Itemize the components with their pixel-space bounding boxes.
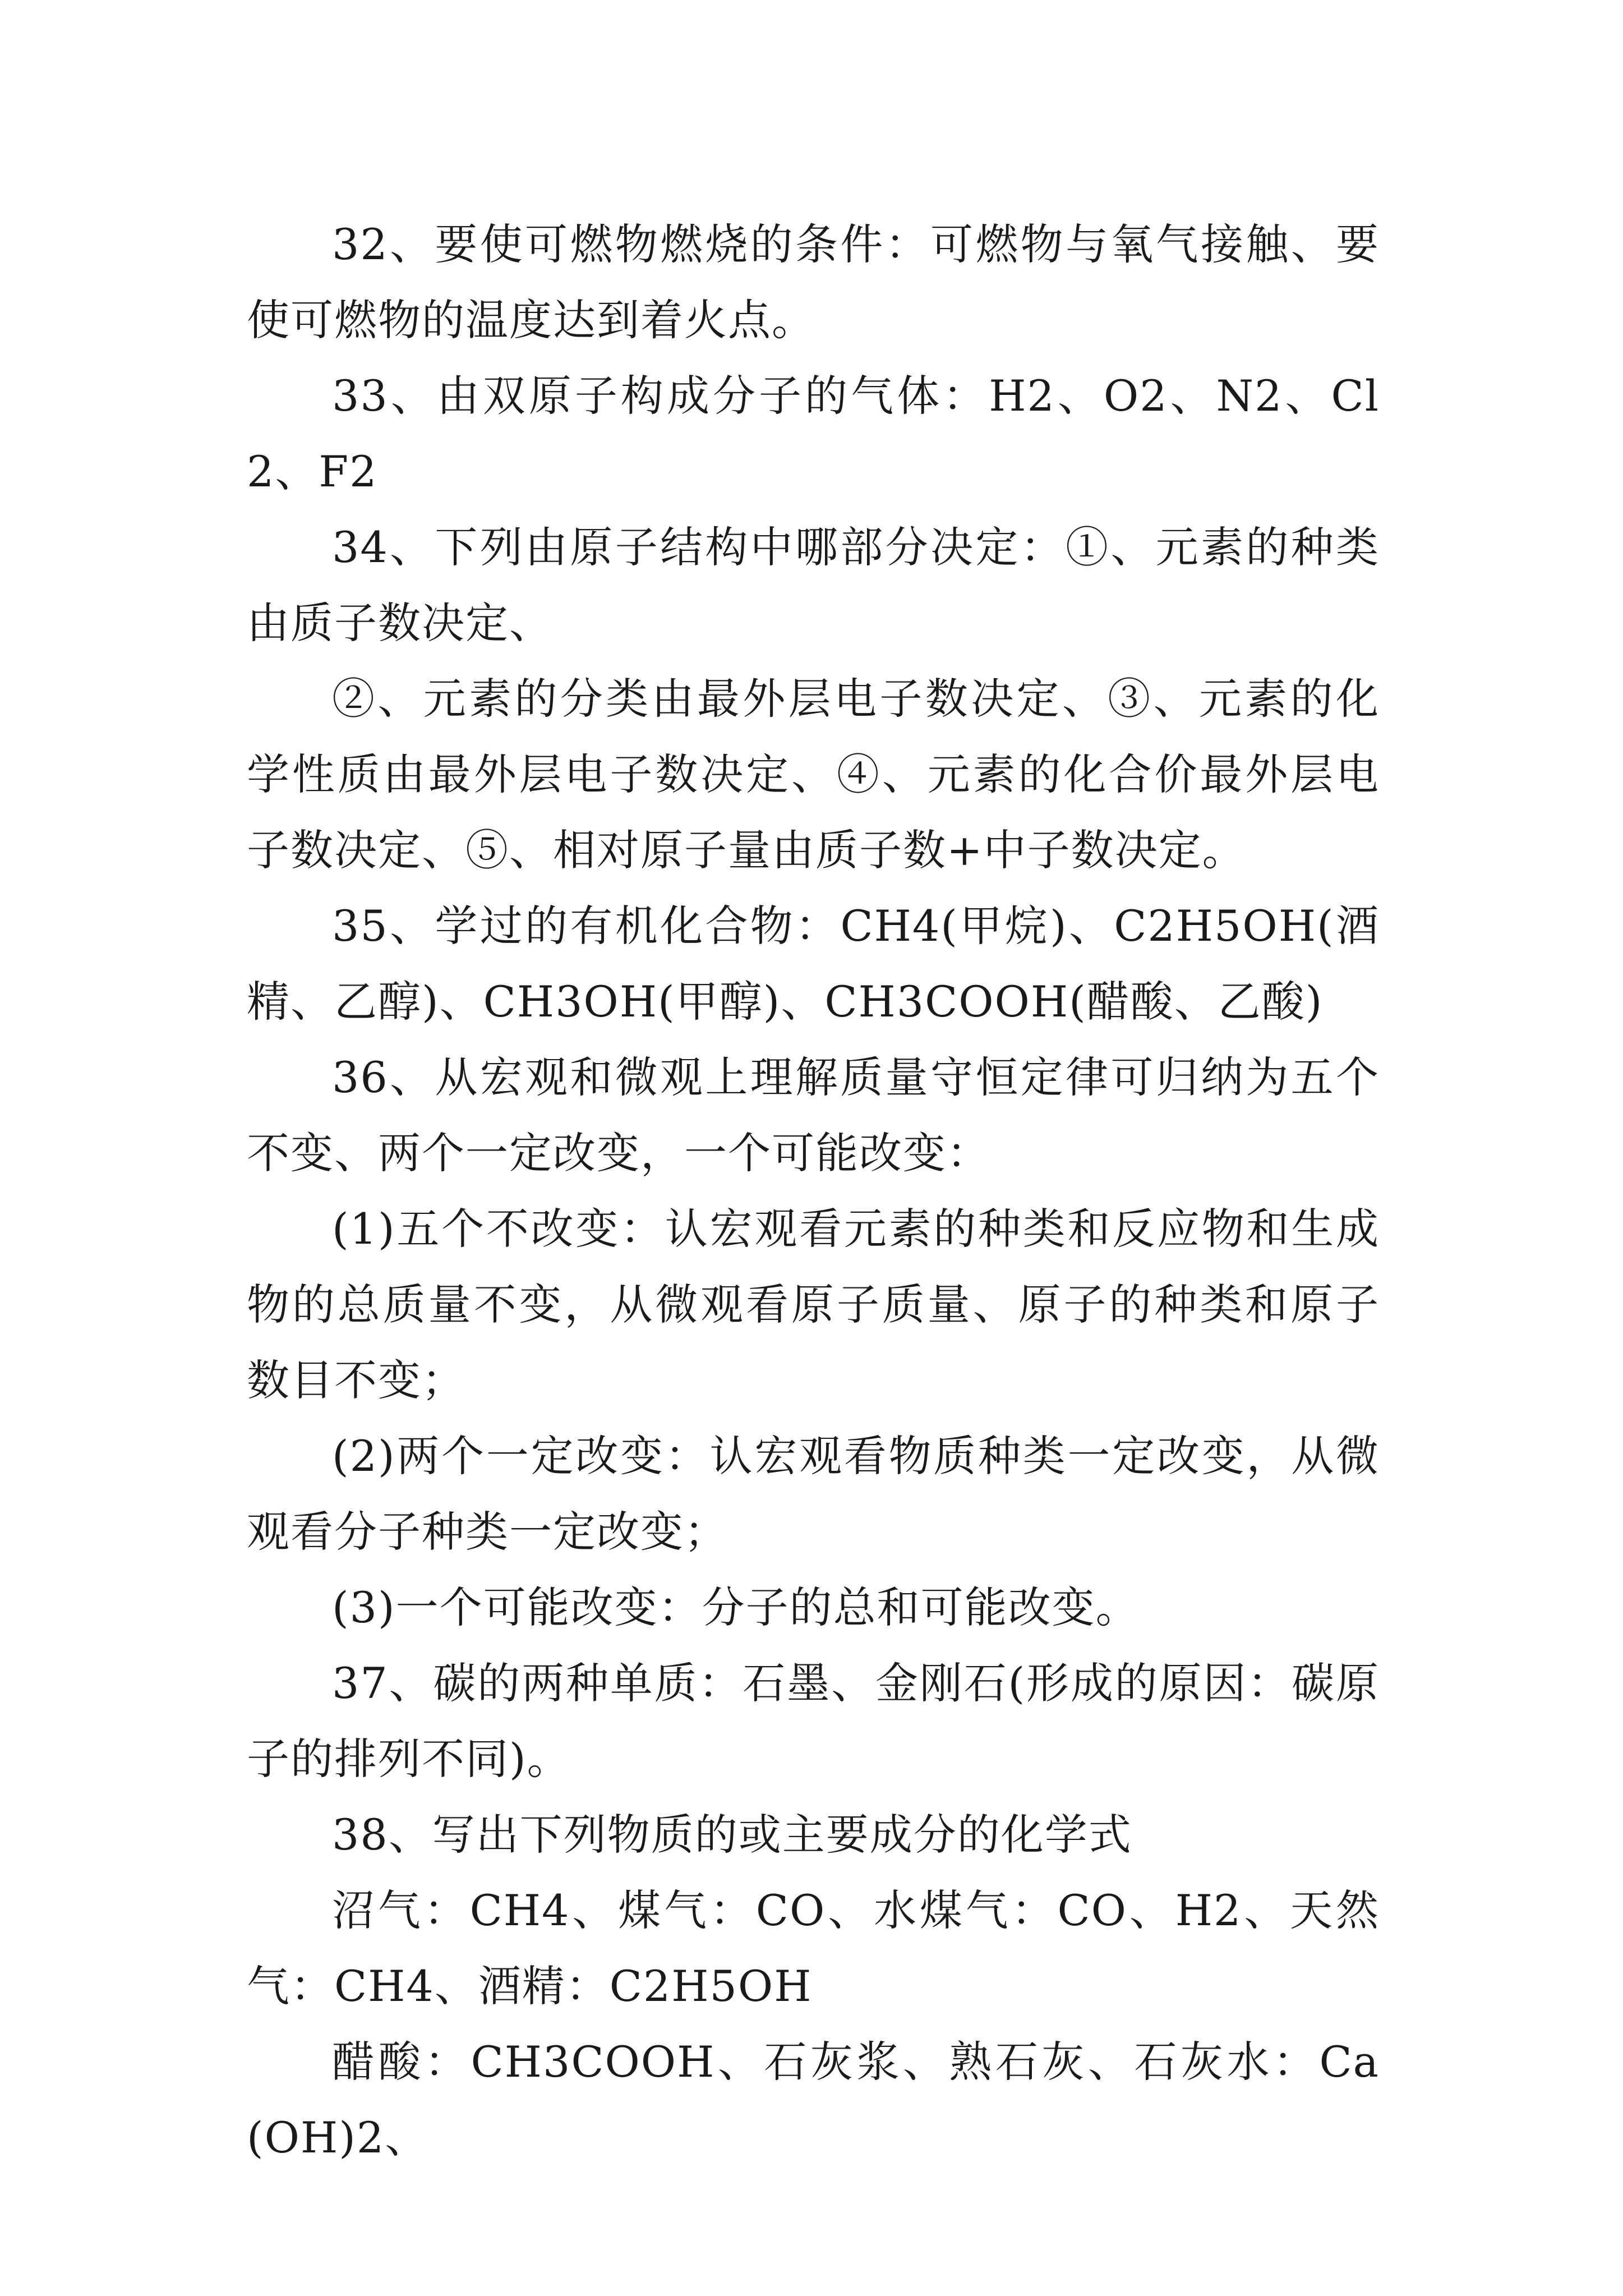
paragraph-36: 36、从宏观和微观上理解质量守恒定律可归纳为五个不变、两个一定改变，一个可能改变： (247, 1052, 1380, 1178)
paragraph-32: 32、要使可燃物燃烧的条件：可燃物与氧气接触、要使可燃物的温度达到着火点。 (247, 219, 1380, 345)
paragraph-36-item-2: (2)两个一定改变：认宏观看物质种类一定改变，从微观看分子种类一定改变； (247, 1431, 1380, 1557)
paragraph-36-item-1: (1)五个不改变：认宏观看元素的种类和反应物和生成物的总质量不变，从微观看原子质量、原子的种类和原子数目不变； (247, 1204, 1380, 1405)
paragraph-34: 34、下列由原子结构中哪部分决定：①、元素的种类由质子数决定、 (247, 522, 1380, 648)
paragraph-34-continued: ②、元素的分类由最外层电子数决定、③、元素的化学性质由最外层电子数决定、④、元素的化合价最外层电子数决定、⑤、相对原子量由质子数+中子数决定。 (247, 674, 1380, 875)
paragraph-37: 37、碳的两种单质：石墨、金刚石(形成的原因：碳原子的排列不同)。 (247, 1658, 1380, 1784)
paragraph-35: 35、学过的有机化合物：CH4(甲烷)、C2H5OH(酒精、乙醇)、CH3OH(甲醇)、CH3COOH(醋酸、乙酸) (247, 901, 1380, 1027)
paragraph-36-item-3: (3)一个可能改变：分子的总和可能改变。 (332, 1582, 1140, 1632)
document-body (247, 206, 1380, 2175)
paragraph-38-formulas-1: 沼气：CH4、煤气：CO、水煤气：CO、H2、天然气：CH4、酒精：C2H5OH (247, 1885, 1380, 2011)
paragraph-38: 38、写出下列物质的或主要成分的化学式 (332, 1810, 1132, 1860)
paragraph-38-formulas-2: 醋酸：CH3COOH、石灰浆、熟石灰、石灰水：Ca(OH)2、 (247, 2037, 1380, 2162)
paragraph-33: 33、由双原子构成分子的气体：H2、O2、N2、Cl2、F2 (247, 371, 1380, 496)
